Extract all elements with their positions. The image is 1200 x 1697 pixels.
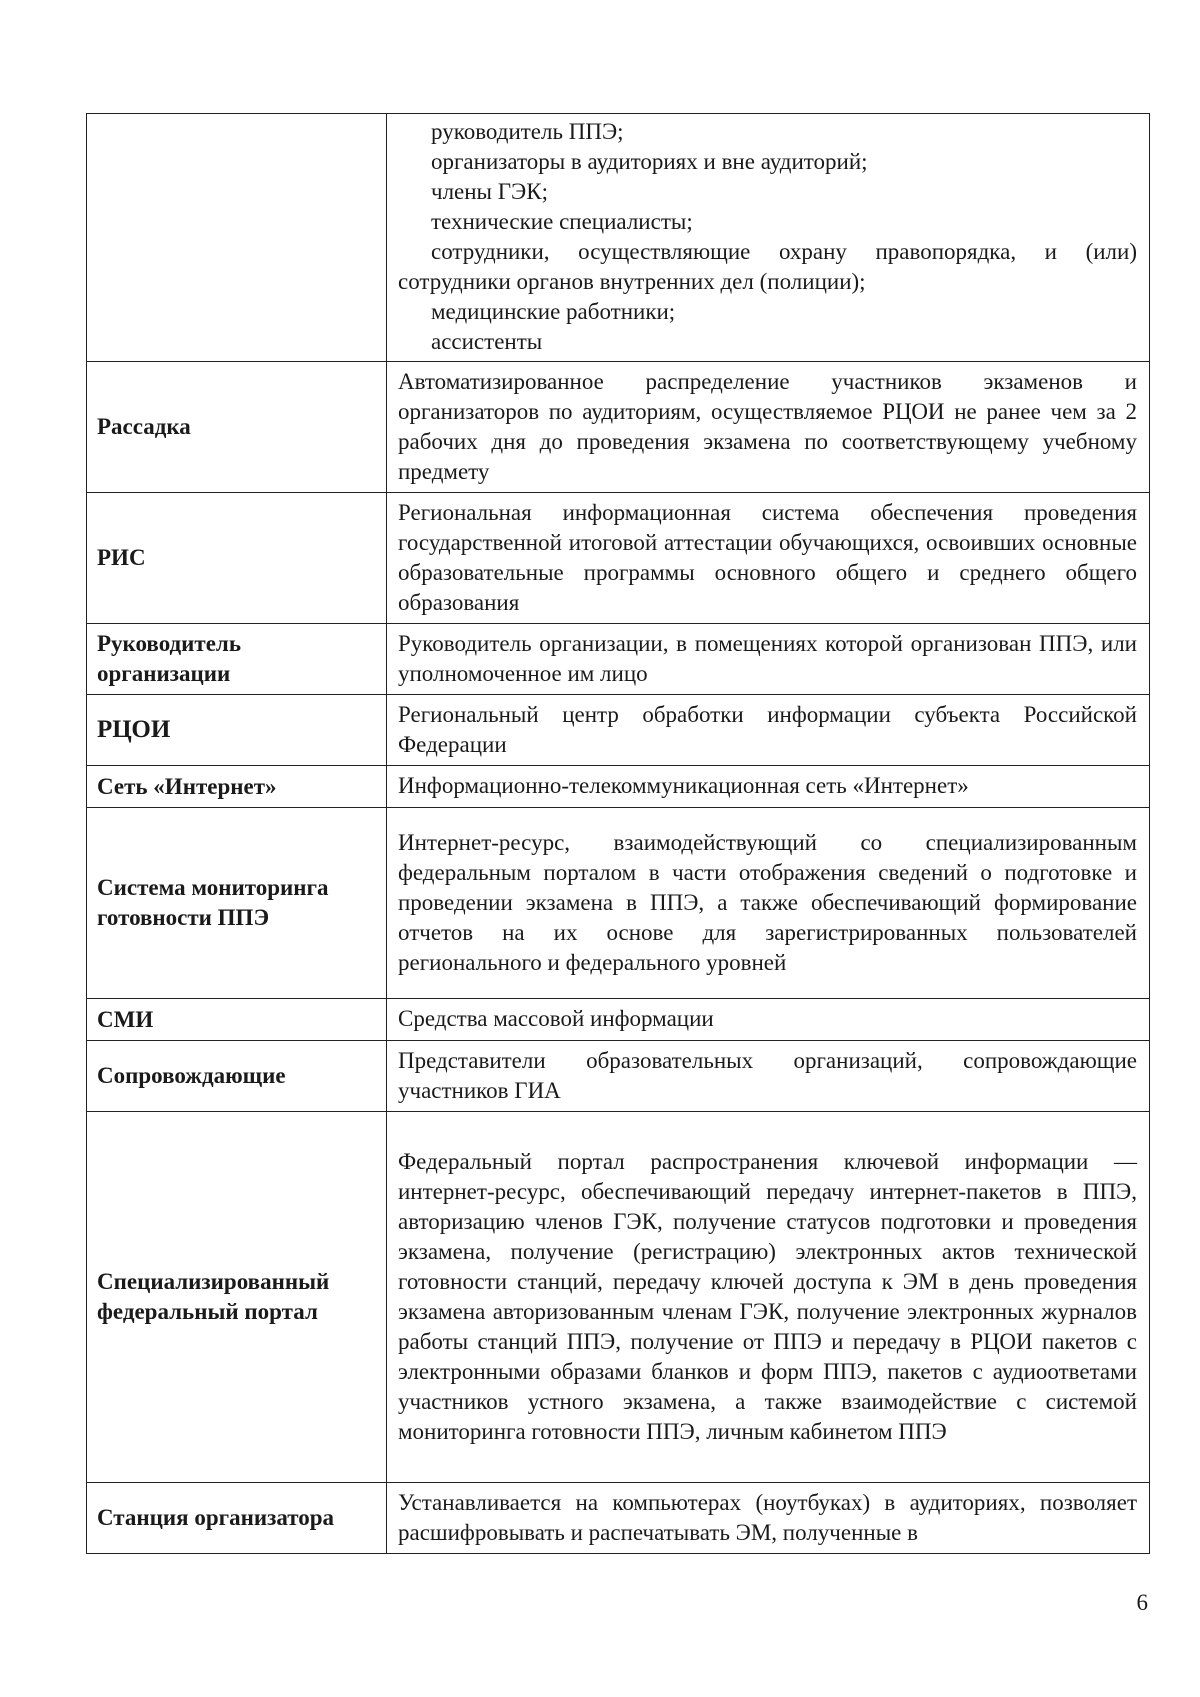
term-cell: Сопровождающие xyxy=(87,1041,387,1112)
term-cell: Рассадка xyxy=(87,362,387,493)
list-item: сотрудники, осуществляющие охрану правопорядка, и (или) сотрудники органов внутренних дел (полиции); xyxy=(398,239,1137,294)
term-cell: РЦОИ xyxy=(87,695,387,766)
definition-cell: Руководитель организации, в помещениях которой организован ППЭ, или уполномоченное им лицо xyxy=(387,624,1150,695)
table-row xyxy=(87,808,1150,999)
list-item: технические специалисты; xyxy=(431,209,693,234)
list-item: члены ГЭК; xyxy=(431,179,548,204)
table-row xyxy=(87,493,1150,624)
definition-cell: Средства массовой информации xyxy=(387,999,1150,1041)
definition-cell: Представители образовательных организаций, сопровождающие участников ГИА xyxy=(387,1041,1150,1112)
definition-cell: Федеральный портал распространения ключевой информации — интернет-ресурс, обеспечивающий передачу интернет-пакетов в ППЭ, авторизацию членов ГЭК, получение статусов подготовки и проведения экзамена, получение (регистрацию) электронных актов технической готовности станций, передачу ключей доступа к ЭМ в день проведения экзамена авторизованным членам ГЭК, получение электронных журналов работы станций ППЭ, получение от ППЭ и передачу в РЦОИ пакетов с электронными образами бланков и форм ППЭ, пакетов с аудиоответами участников устного экзамена, а также взаимодействие с системой мониторинга готовности ППЭ, личным кабинетом ППЭ xyxy=(387,1112,1150,1483)
term-cell xyxy=(87,114,387,362)
term-cell: СМИ xyxy=(87,999,387,1041)
definition-cell: Устанавливается на компьютерах (ноутбуках) в аудиториях, позволяет расшифровывать и распечатывать ЭМ, полученные в xyxy=(387,1483,1150,1554)
table-row xyxy=(87,1041,1150,1112)
definition-cell xyxy=(387,114,1150,362)
table-row xyxy=(87,695,1150,766)
page-number: 6 xyxy=(1136,1590,1148,1615)
table-row xyxy=(87,624,1150,695)
glossary-table xyxy=(86,113,1150,1554)
table-row xyxy=(87,362,1150,493)
definition-cell: Информационно-телекоммуникационная сеть «Интернет» xyxy=(387,766,1150,808)
definition-cell: Автоматизированное распределение участников экзаменов и организаторов по аудиториям, осуществляемое РЦОИ не ранее чем за 2 рабочих дня до проведения экзамена по соответствующему учебному предмету xyxy=(387,362,1150,493)
definition-cell: Региональный центр обработки информации субъекта Российской Федерации xyxy=(387,695,1150,766)
table-row xyxy=(87,1483,1150,1554)
table-row xyxy=(87,766,1150,808)
list-item: медицинские работники; xyxy=(431,299,676,324)
definition-cell: Региональная информационная система обеспечения проведения государственной итоговой аттестации обучающихся, освоивших основные образовательные программы основного общего и среднего общего образования xyxy=(387,493,1150,624)
list-item: ассистенты xyxy=(431,329,543,354)
table-row xyxy=(87,114,1150,362)
term-cell: Станция организатора xyxy=(87,1483,387,1554)
term-cell: Руководитель организации xyxy=(87,624,387,695)
term-cell: Специализированный федеральный портал xyxy=(87,1112,387,1483)
table-row xyxy=(87,999,1150,1041)
term-cell: Сеть «Интернет» xyxy=(87,766,387,808)
definition-cell: Интернет-ресурс, взаимодействующий со специализированным федеральным порталом в части отображения сведений о подготовке и проведении экзамена в ППЭ, а также обеспечивающий формирование отчетов на их основе для зарегистрированных пользователей регионального и федерального уровней xyxy=(387,808,1150,999)
term-cell: РИС xyxy=(87,493,387,624)
list-item: руководитель ППЭ; xyxy=(431,119,624,144)
term-cell: Система мониторинга готовности ППЭ xyxy=(87,808,387,999)
table-row xyxy=(87,1112,1150,1483)
list-item: организаторы в аудиториях и вне аудиторий; xyxy=(431,149,868,174)
